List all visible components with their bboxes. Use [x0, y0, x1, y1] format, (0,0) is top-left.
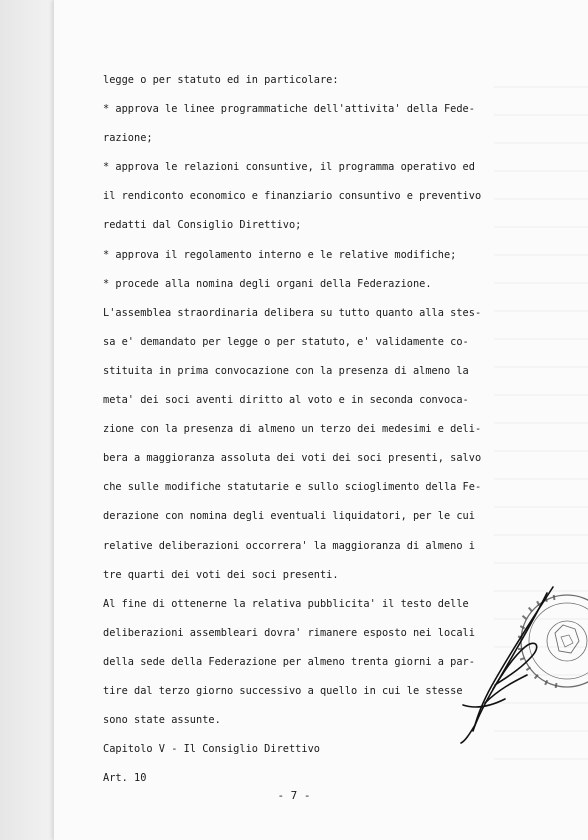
text-line: L'assemblea straordinaria delibera su tutto quanto alla stes-	[103, 306, 482, 319]
text-line: redatti dal Consiglio Direttivo;	[103, 219, 302, 232]
text-line: relative deliberazioni occorrera' la maggioranza di almeno i	[103, 539, 475, 552]
page-number: - 7 -	[277, 789, 311, 802]
text-line: della sede della Federazione per almeno trenta giorni a par-	[103, 655, 475, 668]
text-line: il rendiconto economico e finanziario consuntivo e preventivo	[103, 190, 482, 203]
text-line: bera a maggioranza assoluta dei voti dei soci presenti, salvo	[103, 452, 482, 465]
text-line: * approva le relazioni consuntive, il programma operativo ed	[103, 161, 475, 174]
text-line: deliberazioni assembleari dovra' rimanere esposto nei locali	[103, 626, 475, 639]
text-line: sa e' demandato per legge o per statuto, e' validamente co-	[103, 335, 469, 348]
handwritten-signature	[455, 585, 565, 745]
adjacent-page-edge	[0, 0, 54, 840]
text-line: derazione con nomina degli eventuali liquidatori, per le cui	[103, 510, 475, 523]
text-line: * approva le linee programmatiche dell'attivita' della Fede-	[103, 103, 475, 116]
text-line: * procede alla nomina degli organi della Federazione.	[103, 277, 432, 290]
text-line: zione con la presenza di almeno un terzo dei medesimi e deli-	[103, 423, 482, 436]
text-line: sono state assunte.	[103, 714, 221, 727]
text-line: tre quarti dei voti dei soci presenti.	[103, 568, 339, 581]
text-line: Al fine di ottenerne la relativa pubblicita' il testo delle	[103, 597, 469, 610]
article-heading: Art. 10	[103, 772, 147, 785]
text-line: stituita in prima convocazione con la presenza di almeno la	[103, 364, 469, 377]
chapter-heading: Capitolo V - Il Consiglio Direttivo	[103, 743, 320, 756]
text-line: legge o per statuto ed in particolare:	[103, 74, 339, 86]
text-line: * approva il regolamento interno e le relative modifiche;	[103, 248, 457, 261]
text-line: che sulle modifiche statutarie e sullo scioglimento della Fe-	[103, 481, 482, 494]
text-line: razione;	[103, 132, 153, 145]
document-body	[103, 66, 498, 793]
text-line: meta' dei soci aventi diritto al voto e in seconda convoca-	[103, 394, 469, 407]
text-line: tire dal terzo giorno successivo a quello in cui le stesse	[103, 684, 463, 697]
